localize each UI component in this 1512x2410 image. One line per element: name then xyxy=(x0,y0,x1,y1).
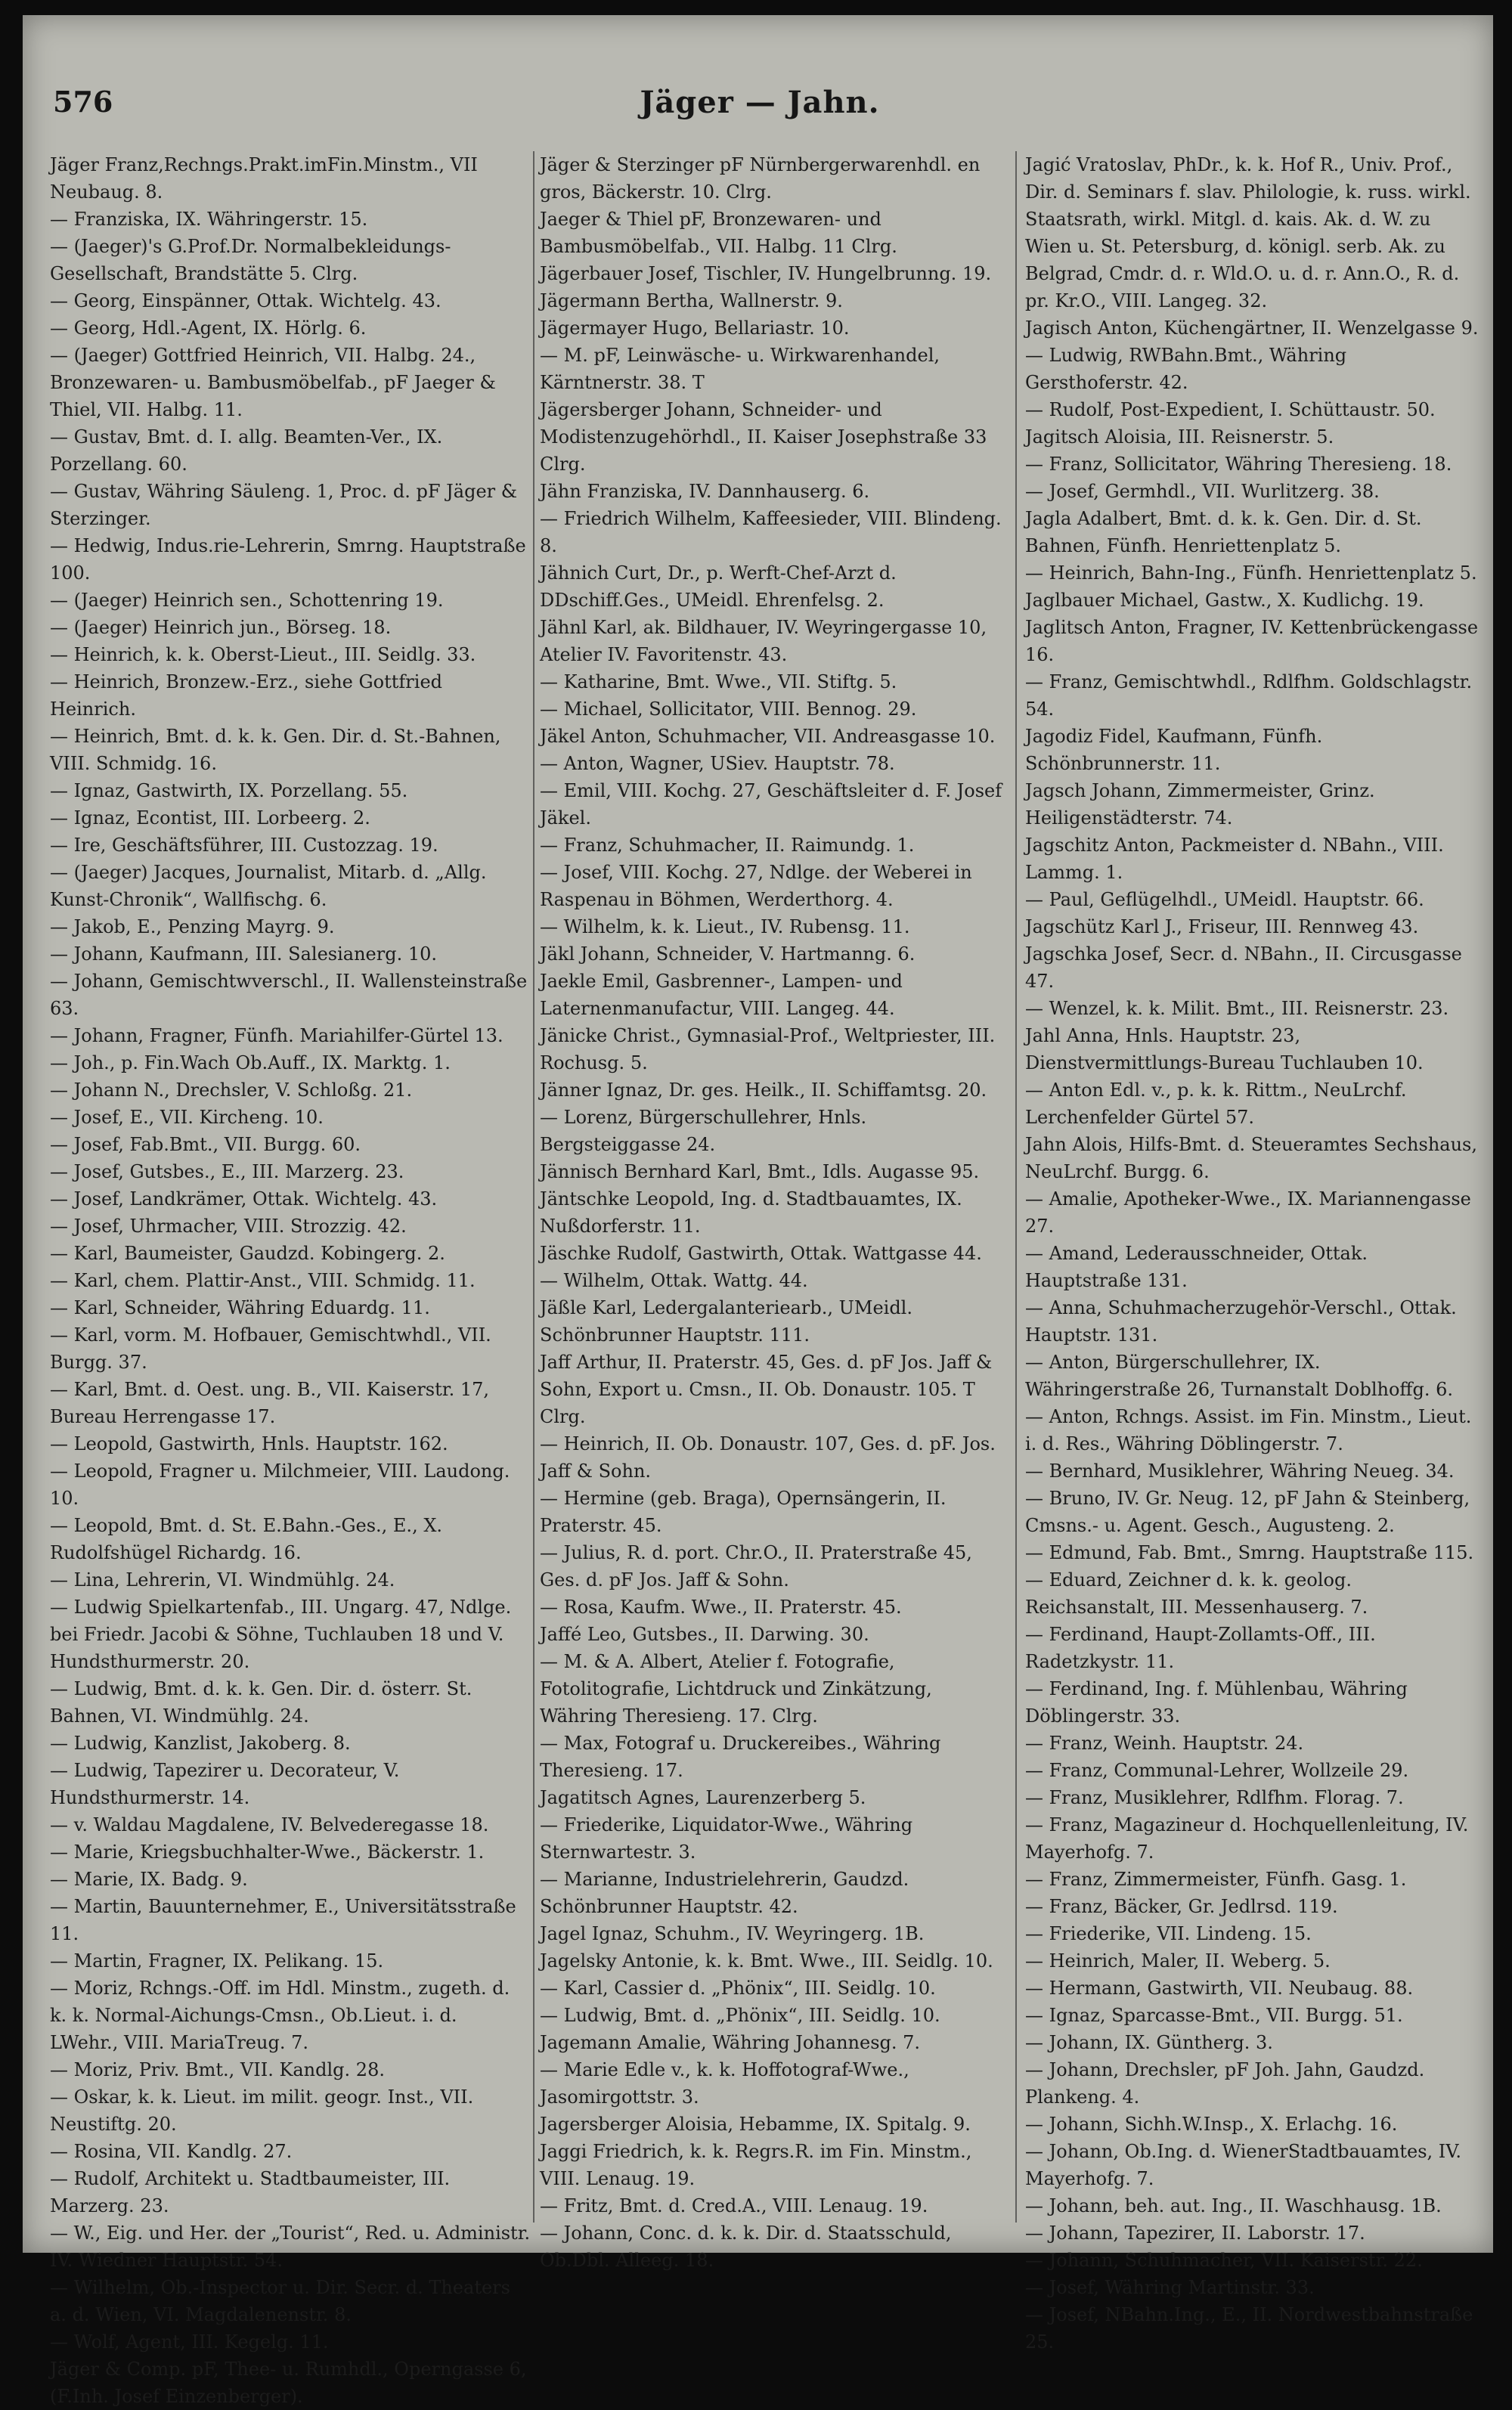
page-header xyxy=(53,85,1467,130)
column-right: Jagić Vratoslav, PhDr., k. k. Hof R., Univ. Prof., Dir. d. Seminars f. slav. Philologie, k. russ. wirkl. Staatsrath, wirkl. Mitgl. d. kais. Ak. d. W. zu Wien u. St. Petersburg, d. königl. serb. Ak. zu Belgrad, Cmdr. d. r. Wld.O. u. d. r. Ann.O., R. d. pr. Kr.O., VIII. Langeg. 32. Jagisch Anton, Küchengärtner, II. Wenzelgasse 9. — Ludwig, RWBahn.Bmt., Währing Gersthoferstr. 42. — Rudolf, Post-Expedient, I. Schüttaustr. 50. Jagitsch Aloisia, III. Reisnerstr. 5. — Franz, Sollicitator, Währing Theresieng. 18. — Josef, Germhdl., VII. Wurlitzerg. 38. Jagla Adalbert, Bmt. d. k. k. Gen. Dir. d. St. Bahnen, Fünfh. Henriettenplatz 5. — Heinrich, Bahn-Ing., Fünfh. Henriettenplatz 5. Jaglbauer Michael, Gastw., X. Kudlichg. 19. Jaglitsch Anton, Fragner, IV. Kettenbrückengasse 16. — Franz, Gemischtwhdl., Rdlfhm. Goldschlagstr. 54. Jagodiz Fidel, Kaufmann, Fünfh. Schönbrunnerstr. 11. Jagsch Johann, Zimmermeister, Grinz. Heiligenstädterstr. 74. Jagschitz Anton, Packmeister d. NBahn., VIII. Lammg. 1. — Paul, Geflügelhdl., UMeidl. Hauptstr. 66. Jagschütz Karl J., Friseur, III. Rennweg 43. Jagschka Josef, Secr. d. NBahn., II. Circusgasse 47. — Wenzel, k. k. Milit. Bmt., III. Reisnerstr. 23. Jahl Anna, Hnls. Hauptstr. 23, Dienstvermittlungs-Bureau Tuchlauben 10. — Anton Edl. v., p. k. k. Rittm., NeuLrchf. Lerchenfelder Gürtel 57. Jahn Alois, Hilfs-Bmt. d. Steueramtes Sechshaus, NeuLrchf. Burgg. 6. — Amalie, Apotheker-Wwe., IX. Mariannengasse 27. — Amand, Lederausschneider, Ottak. Hauptstraße 131. — Anna, Schuhmacherzugehör-Verschl., Ottak. Hauptstr. 131. — Anton, Bürgerschullehrer, IX. Währingerstraße 26, Turnanstalt Doblhoffg. 6. — Anton, Rchngs. Assist. im Fin. Minstm., Lieut. i. d. Res., Währing Döblingerstr. 7. — Bernhard, Musiklehrer, Währing Neueg. 34. — Bruno, IV. Gr. Neug. 12, pF Jahn & Steinberg, Cmsns.- u. Agent. Gesch., Augusteng. 2. — Edmund, Fab. Bmt., Smrng. Hauptstraße 115. — Eduard, Zeichner d. k. k. geolog. Reichsanstalt, III. Messenhauserg. 7. — Ferdinand, Haupt-Zollamts-Off., III. Radetzkystr. 11. — Ferdinand, Ing. f. Mühlenbau, Währing Döblingerstr. 33. — Franz, Weinh. Hauptstr. 24. — Franz, Communal-Lehrer, Wollzeile 29. — Franz, Musiklehrer, Rdlfhm. Florag. 7. — Franz, Magazineur d. Hochquellenleitung, IV. Mayerhofg. 7. — Franz, Zimmermeister, Fünfh. Gasg. 1. — Franz, Bäcker, Gr. Jedlrsd. 119. — Friederike, VII. Lindeng. 15. — Heinrich, Maler, II. Weberg. 5. — Hermann, Gastwirth, VII. Neubaug. 88. — Ignaz, Sparcasse-Bmt., VII. Burgg. 51. — Johann, IX. Güntherg. 3. — Johann, Drechsler, pF Joh. Jahn, Gaudzd. Plankeng. 4. — Johann, Sichh.W.Insp., X. Erlachg. 16. — Johann, Ob.Ing. d. WienerStadtbauamtes, IV. Mayerhofg. 7. — Johann, beh. aut. Ing., II. Waschhausg. 1B. — Johann, Tapezirer, II. Laborstr. 17. — Johann, Schuhmacher, VII. Kaiserstr. 22. — Josef, Währing Martinstr. 33. — Josef, NBahn.Ing., E., II. Nordwestbahnstraße 25. xyxy=(1025,154,1479,2353)
entry-columns xyxy=(50,151,1479,2407)
column-left: Jäger Franz,Rechngs.Prakt.imFin.Minstm., VII Neubaug. 8. — Franziska, IX. Währingerstr. 15. — (Jaeger)'s G.Prof.Dr. Normalbekleidungs-Gesellschaft, Brandstätte 5. Clrg. — Georg, Einspänner, Ottak. Wichtelg. 43. — Georg, Hdl.-Agent, IX. Hörlg. 6. — (Jaeger) Gottfried Heinrich, VII. Halbg. 24., Bronzewaren- u. Bambusmöbelfab., pF Jaeger & Thiel, VII. Halbg. 11. — Gustav, Bmt. d. I. allg. Beamten-Ver., IX. Porzellang. 60. — Gustav, Währing Säuleng. 1, Proc. d. pF Jäger & Sterzinger. — Hedwig, Indus.rie-Lehrerin, Smrng. Hauptstraße 100. — (Jaeger) Heinrich sen., Schottenring 19. — (Jaeger) Heinrich jun., Börseg. 18. — Heinrich, k. k. Oberst-Lieut., III. Seidlg. 33. — Heinrich, Bronzew.-Erz., siehe Gottfried Heinrich. — Heinrich, Bmt. d. k. k. Gen. Dir. d. St.-Bahnen, VIII. Schmidg. 16. — Ignaz, Gastwirth, IX. Porzellang. 55. — Ignaz, Econtist, III. Lorbeerg. 2. — Ire, Geschäftsführer, III. Custozzag. 19. — (Jaeger) Jacques, Journalist, Mitarb. d. „Allg. Kunst-Chronik“, Wallfischg. 6. — Jakob, E., Penzing Mayrg. 9. — Johann, Kaufmann, III. Salesianerg. 10. — Johann, Gemischtwverschl., II. Wallensteinstraße 63. — Johann, Fragner, Fünfh. Mariahilfer-Gürtel 13. — Joh., p. Fin.Wach Ob.Auff., IX. Marktg. 1. — Johann N., Drechsler, V. Schloßg. 21. — Josef, E., VII. Kircheng. 10. — Josef, Fab.Bmt., VII. Burgg. 60. — Josef, Gutsbes., E., III. Marzerg. 23. — Josef, Landkrämer, Ottak. Wichtelg. 43. — Josef, Uhrmacher, VIII. Strozzig. 42. — Karl, Baumeister, Gaudzd. Kobingerg. 2. — Karl, chem. Plattir-Anst., VIII. Schmidg. 11. — Karl, Schneider, Währing Eduardg. 11. — Karl, vorm. M. Hofbauer, Gemischtwhdl., VII. Burgg. 37. — Karl, Bmt. d. Oest. ung. B., VII. Kaiserstr. 17, Bureau Herrengasse 17. — Leopold, Gastwirth, Hnls. Hauptstr. 162. — Leopold, Fragner u. Milchmeier, VIII. Laudong. 10. — Leopold, Bmt. d. St. E.Bahn.-Ges., E., X. Rudolfshügel Richardg. 16. — Lina, Lehrerin, VI. Windmühlg. 24. — Ludwig Spielkartenfab., III. Ungarg. 47, Ndlge. bei Friedr. Jacobi & Söhne, Tuchlauben 18 und V. Hundsthurmerstr. 20. — Ludwig, Bmt. d. k. k. Gen. Dir. d. österr. St. Bahnen, VI. Windmühlg. 24. — Ludwig, Kanzlist, Jakoberg. 8. — Ludwig, Tapezirer u. Decorateur, V. Hundsthurmerstr. 14. — v. Waldau Magdalene, IV. Belvederegasse 18. — Marie, Kriegsbuchhalter-Wwe., Bäckerstr. 1. — Marie, IX. Badg. 9. — Martin, Bauunternehmer, E., Universitätsstraße 11. — Martin, Fragner, IX. Pelikang. 15. — Moriz, Rchngs.-Off. im Hdl. Minstm., zugeth. d. k. k. Normal-Aichungs-Cmsn., Ob.Lieut. i. d. LWehr., VIII. MariaTreug. 7. — Moriz, Priv. Bmt., VII. Kandlg. 28. — Oskar, k. k. Lieut. im milit. geogr. Inst., VII. Neustiftg. 20. — Rosina, VII. Kandlg. 27. — Rudolf, Architekt u. Stadtbaumeister, III. Marzerg. 23. — W., Eig. und Her. der „Tourist“, Red. u. Administr. IV. Wiedner Hauptstr. 54. — Wilhelm, Ob.-Inspector u. Dir. Secr. d. Theaters a. d. Wien, VI. Magdalenenstr. 8. — Wolf, Agent, III. Kegelg. 11. Jäger & Comp. pF, Thee- u. Rumhdl., Operngasse 6, (F.Inh. Josef Einzenberger). xyxy=(50,154,531,2407)
column-middle: Jäger & Sterzinger pF Nürnbergerwarenhdl. en gros, Bäckerstr. 10. Clrg. Jaeger & Thiel pF, Bronzewaren- und Bambusmöbelfab., VII. Halbg. 11 Clrg. Jägerbauer Josef, Tischler, IV. Hungelbrunng. 19. Jägermann Bertha, Wallnerstr. 9. Jägermayer Hugo, Bellariastr. 10. — M. pF, Leinwäsche- u. Wirkwarenhandel, Kärntnerstr. 38. T Jägersberger Johann, Schneider- und Modistenzugehörhdl., II. Kaiser Josephstraße 33 Clrg. Jähn Franziska, IV. Dannhauserg. 6. — Friedrich Wilhelm, Kaffeesieder, VIII. Blindeng. 8. Jähnich Curt, Dr., p. Werft-Chef-Arzt d. DDschiff.Ges., UMeidl. Ehrenfelsg. 2. Jähnl Karl, ak. Bildhauer, IV. Weyringergasse 10, Atelier IV. Favoritenstr. 43. — Katharine, Bmt. Wwe., VII. Stiftg. 5. — Michael, Sollicitator, VIII. Bennog. 29. Jäkel Anton, Schuhmacher, VII. Andreasgasse 10. — Anton, Wagner, USiev. Hauptstr. 78. — Emil, VIII. Kochg. 27, Geschäftsleiter d. F. Josef Jäkel. — Franz, Schuhmacher, II. Raimundg. 1. — Josef, VIII. Kochg. 27, Ndlge. der Weberei in Raspenau in Böhmen, Werderthorg. 4. — Wilhelm, k. k. Lieut., IV. Rubensg. 11. Jäkl Johann, Schneider, V. Hartmanng. 6. Jaekle Emil, Gasbrenner-, Lampen- und Laternenmanufactur, VIII. Langeg. 44. Jänicke Christ., Gymnasial-Prof., Weltpriester, III. Rochusg. 5. Jänner Ignaz, Dr. ges. Heilk., II. Schiffamtsg. 20. — Lorenz, Bürgerschullehrer, Hnls. Bergsteiggasse 24. Jännisch Bernhard Karl, Bmt., Idls. Augasse 95. Jäntschke Leopold, Ing. d. Stadtbauamtes, IX. Nußdorferstr. 11. Jäschke Rudolf, Gastwirth, Ottak. Wattgasse 44. — Wilhelm, Ottak. Wattg. 44. Jäßle Karl, Ledergalanteriearb., UMeidl. Schönbrunner Hauptstr. 111. Jaff Arthur, II. Praterstr. 45, Ges. d. pF Jos. Jaff & Sohn, Export u. Cmsn., II. Ob. Donaustr. 105. T Clrg. — Heinrich, II. Ob. Donaustr. 107, Ges. d. pF. Jos. Jaff & Sohn. — Hermine (geb. Braga), Opernsängerin, II. Praterstr. 45. — Julius, R. d. port. Chr.O., II. Praterstraße 45, Ges. d. pF Jos. Jaff & Sohn. — Rosa, Kaufm. Wwe., II. Praterstr. 45. Jaffé Leo, Gutsbes., II. Darwing. 30. — M. & A. Albert, Atelier f. Fotografie, Fotolitografie, Lichtdruck und Zinkätzung, Währing Theresieng. 17. Clrg. — Max, Fotograf u. Druckereibes., Währing Theresieng. 17. Jagatitsch Agnes, Laurenzerberg 5. — Friederike, Liquidator-Wwe., Währing Sternwartestr. 3. — Marianne, Industrielehrerin, Gaudzd. Schönbrunner Hauptstr. 42. Jagel Ignaz, Schuhm., IV. Weyringerg. 1B. Jagelsky Antonie, k. k. Bmt. Wwe., III. Seidlg. 10. — Karl, Cassier d. „Phönix“, III. Seidlg. 10. — Ludwig, Bmt. d. „Phönix“, III. Seidlg. 10. Jagemann Amalie, Währing Johannesg. 7. — Marie Edle v., k. k. Hoffotograf-Wwe., Jasomirgottstr. 3. Jagersberger Aloisia, Hebamme, IX. Spitalg. 9. Jaggi Friedrich, k. k. Regrs.R. im Fin. Minstm., VIII. Lenaug. 19. — Fritz, Bmt. d. Cred.A., VIII. Lenaug. 19. — Johann, Conc. d. k. k. Dir. d. Staatsschuld, Ob.Dbl. Alleeg. 18. xyxy=(540,154,1002,2271)
page-number: 576 xyxy=(53,85,113,119)
running-head: Jäger — Jahn. xyxy=(640,85,880,120)
directory-page xyxy=(23,15,1493,2407)
